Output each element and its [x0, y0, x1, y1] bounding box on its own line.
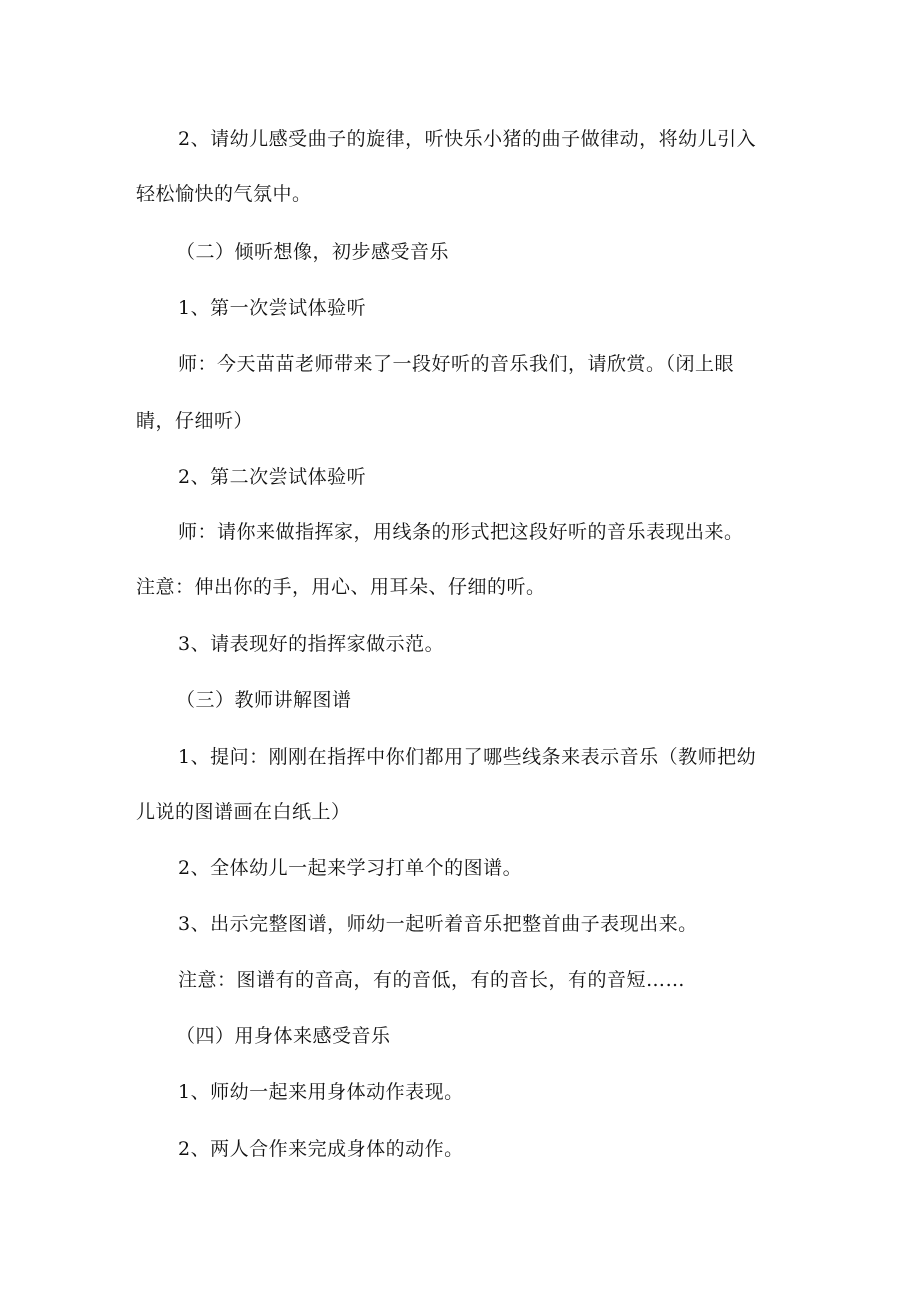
paragraph-line: 2、第二次尝试体验听	[178, 466, 367, 488]
paragraph-line: 师：请你来做指挥家，用线条的形式把这段好听的音乐表现出来。	[178, 521, 744, 543]
paragraph-line: 3、请表现好的指挥家做示范。	[178, 633, 445, 655]
paragraph-line: 2、两人合作来完成身体的动作。	[178, 1138, 464, 1160]
paragraph-line: 3、出示完整图谱，师幼一起听着音乐把整首曲子表现出来。	[178, 913, 698, 935]
paragraph-line: 1、师幼一起来用身体动作表现。	[178, 1081, 464, 1103]
paragraph-line: 注意：伸出你的手，用心、用耳朵、仔细的听。	[136, 576, 546, 598]
paragraph-line: 轻松愉快的气氛中。	[136, 183, 312, 205]
paragraph-line: 1、提问：刚刚在指挥中你们都用了哪些线条来表示音乐（教师把幼	[178, 746, 757, 768]
paragraph-line: 注意：图谱有的音高，有的音低，有的音长，有的音短……	[178, 969, 686, 991]
paragraph-line: 师：今天苗苗老师带来了一段好听的音乐我们，请欣赏。（闭上眼	[178, 353, 735, 375]
section-heading: （二）倾听想像，初步感受音乐	[176, 241, 450, 263]
section-heading: （三）教师讲解图谱	[176, 689, 352, 711]
paragraph-line: 2、全体幼儿一起来学习打单个的图谱。	[178, 857, 523, 879]
paragraph-line: 2、请幼儿感受曲子的旋律，听快乐小猪的曲子做律动，将幼儿引入	[178, 128, 757, 150]
paragraph-line: 睛，仔细听）	[136, 410, 254, 432]
section-heading: （四）用身体来感受音乐	[176, 1025, 391, 1047]
paragraph-line: 1、第一次尝试体验听	[178, 297, 367, 319]
paragraph-line: 儿说的图谱画在白纸上）	[136, 801, 351, 823]
